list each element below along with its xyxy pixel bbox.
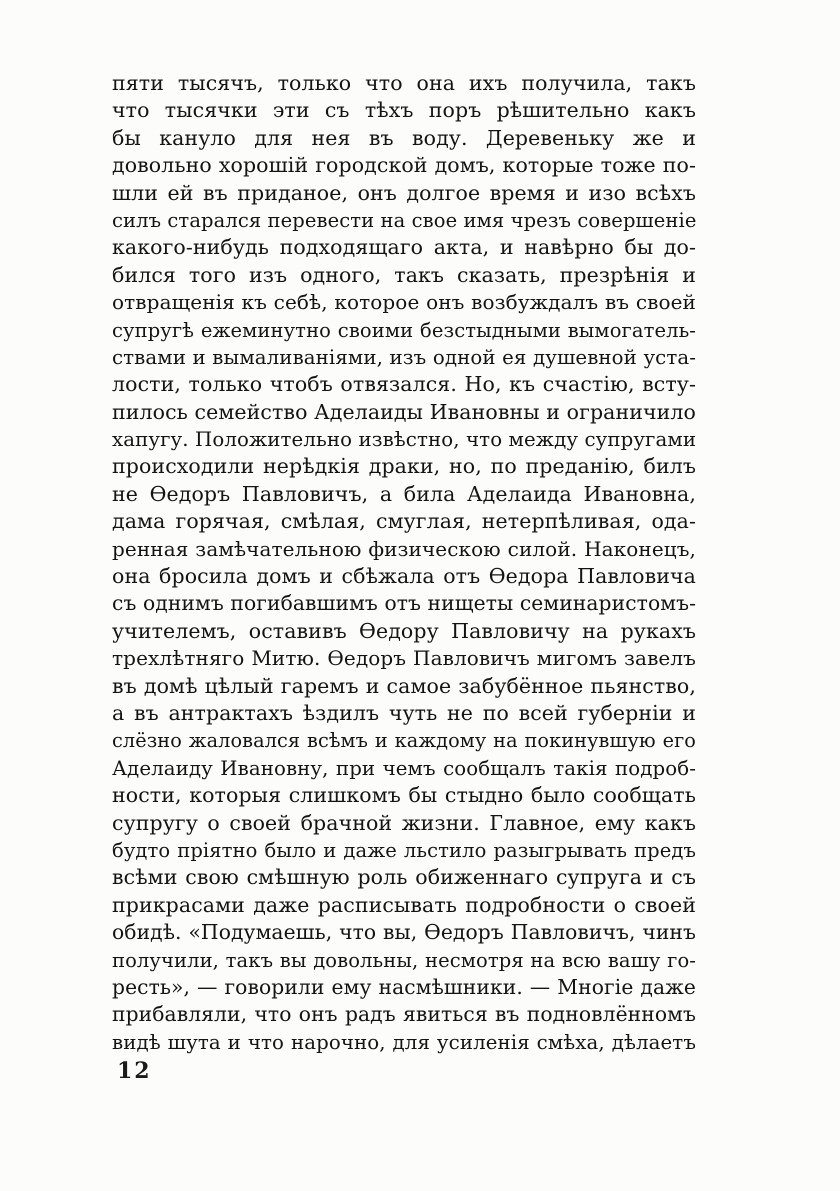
text-line: что тысячки эти съ тѣхъ поръ рѣшительно какъ [112, 98, 696, 123]
text-line: пяти тысячъ, только что она ихъ получила, такъ [112, 71, 696, 95]
text-line: всѣми свою смѣшную роль обиженнаго супруга и съ [112, 865, 696, 890]
text-line: лости, только чтобъ отвязался. Но, къ счастію, всту- [112, 372, 696, 397]
text-line: пилось семейство Аделаиды Ивановны и ограничило [112, 399, 696, 424]
text-line: будто пріятно было и даже льстило разыгрывать предъ [112, 838, 696, 862]
text-line: какого-нибудь подходящаго акта, и навѣрно бы до- [112, 235, 696, 260]
text-line: происходили нерѣдкія драки, но, по преданію, билъ [112, 454, 696, 479]
text-line: не Ѳедоръ Павловичъ, а била Аделаида Ивановна, [112, 481, 696, 506]
body-text [112, 70, 696, 1056]
text-line: она бросила домъ и сбѣжала отъ Ѳедора Павловича [112, 564, 696, 589]
text-line: ствами и вымаливаніями, изъ одной ея душевной уста- [112, 345, 696, 369]
text-line: слёзно жаловался всѣмъ и каждому на покинувшую его [112, 729, 696, 753]
text-line: прибавляли, что онъ радъ явиться въ подновлённомъ [112, 1002, 696, 1027]
text-line: довольно хорошій городской домъ, которые тоже по- [112, 153, 696, 178]
text-line: шли ей въ приданое, онъ долгое время и изо всѣхъ [112, 180, 696, 205]
text-line: хапугу. Положительно извѣстно, что между супругами [112, 428, 697, 452]
text-line: супругу о своей брачной жизни. Главное, ему какъ [112, 810, 696, 835]
text-line: учителемъ, оставивъ Ѳедору Павловичу на рукахъ [112, 618, 696, 643]
text-line: отвращенія къ себѣ, которое онъ возбуждалъ въ своей [112, 290, 696, 315]
text-line: ности, которыя слишкомъ бы стыдно было сообщать [112, 783, 696, 808]
text-line: съ однимъ погибавшимъ отъ нищеты семинаристомъ- [112, 591, 697, 616]
text-line: обидѣ. «Подумаешь, что вы, Ѳедоръ Павловичъ, чинъ [112, 920, 696, 945]
text-line: трехлѣтняго Митю. Ѳедоръ Павловичъ мигомъ завелъ [112, 646, 696, 671]
text-line: получили, такъ вы довольны, несмотря на всю вашу го- [112, 948, 696, 972]
text-line: дама горячая, смѣлая, смуглая, нетерпѣливая, ода- [112, 509, 696, 534]
text-line: видѣ шута и что нарочно, для усиленія смѣха, дѣлаетъ [112, 1030, 696, 1054]
text-line: а въ антрактахъ ѣздилъ чуть не по всей губерніи и [112, 700, 696, 725]
text-line: прикрасами даже расписывать подробности о своей [112, 892, 696, 917]
page-number: 12 [117, 1058, 152, 1084]
text-line: ресть», — говорили ему насмѣшники. — Многіе даже [112, 974, 696, 999]
text-line: бы кануло для нея въ воду. Деревеньку же и [112, 125, 696, 150]
text-line: ренная замѣчательною физическою силой. Наконецъ, [112, 536, 696, 561]
text-line: Аделаиду Ивановну, при чемъ сообщалъ такія подроб- [112, 756, 696, 780]
text-line: силъ старался перевести на свое имя чрезъ совершеніе [112, 208, 697, 232]
text-line: супругѣ ежеминутно своими безстыдными вымогатель- [112, 318, 696, 342]
text-line: бился того изъ одного, такъ сказать, презрѣнія и [112, 262, 696, 287]
text-line: въ домѣ цѣлый гаремъ и самое забубённое пьянство, [112, 673, 696, 698]
